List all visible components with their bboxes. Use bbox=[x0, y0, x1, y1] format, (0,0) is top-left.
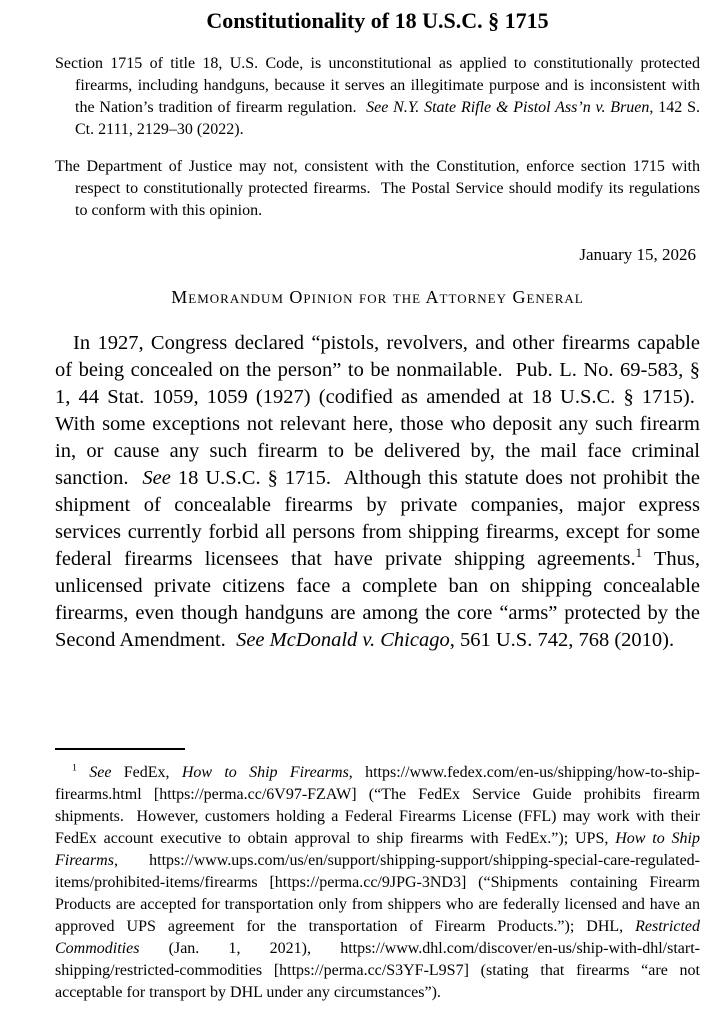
text-column bbox=[55, 0, 700, 654]
text-segment: In 1927, Congress declared “pistols, revolvers, and other firearms capable of being concealed on the person” to be nonmailable. Pub. L. No. 69-583, § 1, 44 Stat. 1059, 1059 (1927) (codified as amended at 18 U.S.C. § 1715). With some exceptions not relevant here, those who deposit any such firearm in, or cause any such firearm to be delivered by, the mail face criminal sanction. bbox=[55, 332, 700, 489]
footnote-reference: 1 bbox=[72, 762, 77, 774]
headnote-paragraph-1 bbox=[55, 53, 700, 141]
document-title: Constitutionality of 18 U.S.C. § 1715 bbox=[206, 8, 549, 33]
text-segment: , https://www.ups.com/us/en/support/shipping-support/shipping-special-care-regulated-items/prohibited-items/firearms [https://perma.cc/9JPG-3ND3] (“Shipments containing Firearm Products are accepted for transportation only from shippers who are federally licensed and have an approved UPS agreement for the transportation of Firearm Products.”); DHL, bbox=[55, 852, 700, 935]
memorandum-heading: Memorandum Opinion for the Attorney General bbox=[171, 287, 584, 307]
text-segment: See N.Y. State Rifle & Pistol Ass’n v. Bruen bbox=[366, 99, 650, 116]
text-segment: Restricted Commodities bbox=[55, 918, 700, 957]
text-segment: (Jan. 1, 2021), https://www.dhl.com/discover/en-us/ship-with-dhl/start-shipping/restricted-commodities [https://perma.cc/S3YF-L9S7] (stating that firearms “are not acceptable for transport by DHL under any circumstances”). bbox=[55, 940, 700, 1001]
text-segment: See McDonald v. Chicago bbox=[236, 629, 450, 651]
text-segment bbox=[77, 764, 89, 781]
body-paragraph bbox=[55, 330, 700, 654]
headnote-paragraph-2 bbox=[55, 156, 700, 222]
text-segment: See bbox=[142, 467, 171, 489]
text-segment: The Department of Justice may not, consistent with the Constitution, enforce section 1715 with respect to constitutionally protected firearms. The Postal Service should modify its regulations to conform with this opinion. bbox=[55, 158, 700, 219]
footnote-area bbox=[55, 748, 700, 1004]
text-segment: How to Ship Firearms bbox=[181, 764, 349, 781]
text-segment: See bbox=[89, 764, 112, 781]
footnote-reference: 1 bbox=[635, 546, 642, 561]
text-segment: How to Ship Firearms bbox=[55, 830, 700, 869]
footnote-separator bbox=[55, 748, 185, 750]
text-segment: , 142 S. Ct. 2111, 2129–30 (2022). bbox=[75, 99, 700, 138]
text-segment: Section 1715 of title 18, U.S. Code, is unconstitutional as applied to constitutionally protected firearms, including handguns, because it serves an illegitimate purpose and is inconsistent with the Nation’s tradition of firearm regulation. bbox=[55, 55, 700, 116]
text-segment: , https://www.fedex.com/en-us/shipping/how-to-ship-firearms.html [https://perma.cc/6V97-FZAW] (“The FedEx Service Guide prohibits firearm shipments. However, customers holding a Federal Firearms License (FFL) may work with their FedEx account executive to obtain approval to ship firearms with FedEx.”); UPS, bbox=[55, 764, 701, 847]
text-segment: FedEx, bbox=[111, 764, 182, 781]
footnote-1 bbox=[55, 762, 700, 1004]
text-segment: , 561 U.S. 742, 768 (2010). bbox=[449, 629, 675, 651]
text-segment: 18 U.S.C. § 1715. Although this statute does not prohibit the shipment of concealable firearms by private companies, major express services currently forbid all persons from shipping firearms, except for some federal firearms licensees that have private shipping agreements. bbox=[55, 467, 700, 570]
text-segment: Thus, unlicensed private citizens face a complete ban on shipping concealable firearms, even though handguns are among the core “arms” protected by the Second Amendment. bbox=[55, 548, 700, 651]
opinion-date: January 15, 2026 bbox=[579, 245, 696, 264]
